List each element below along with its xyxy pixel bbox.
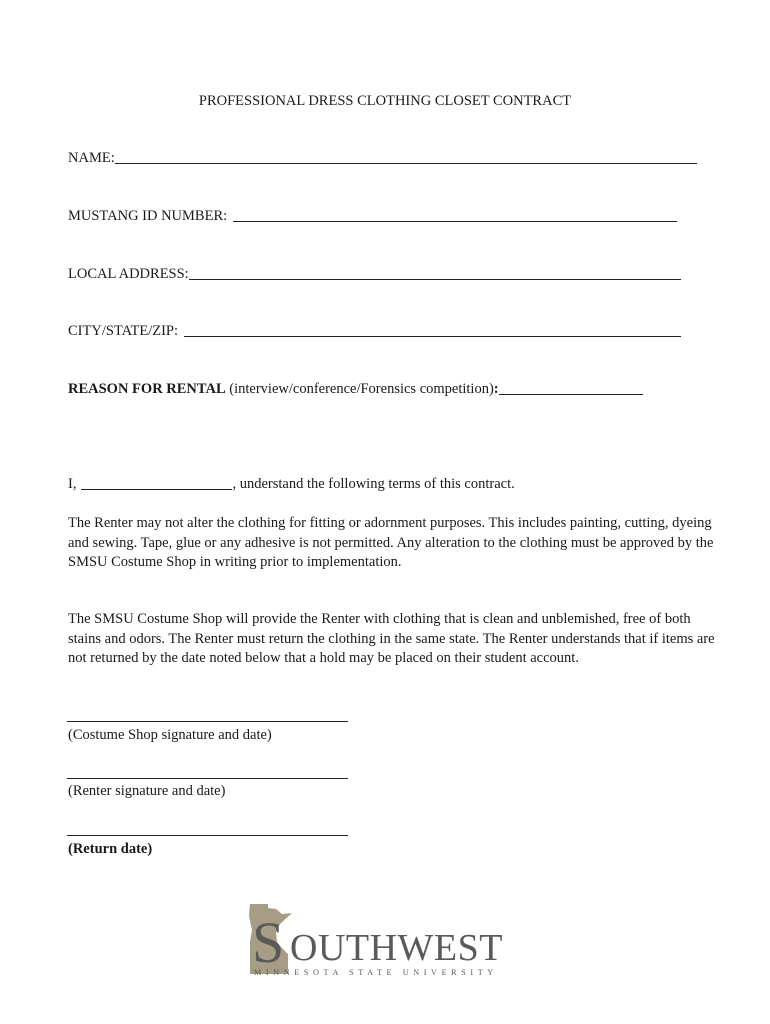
mustang-id-blank[interactable]: [233, 220, 677, 222]
local-address-blank[interactable]: [189, 278, 681, 280]
southwest-logo: [246, 902, 506, 982]
name-label: NAME:: [68, 150, 115, 166]
city-state-zip-field[interactable]: [68, 323, 681, 340]
mustang-id-label: MUSTANG ID NUMBER:: [68, 208, 228, 224]
reason-label: REASON FOR RENTAL: [68, 381, 226, 397]
reason-options: (interview/conference/Forensics competition): [225, 381, 494, 397]
name-field[interactable]: [68, 150, 697, 167]
renter-name-blank[interactable]: [81, 488, 232, 490]
agreement-suffix: , understand the following terms of this contract.: [232, 476, 515, 492]
renter-signature-line[interactable]: [67, 778, 348, 779]
page-title: PROFESSIONAL DRESS CLOTHING CLOSET CONTRACT: [198, 93, 572, 109]
renter-signature-label: (Renter signature and date): [68, 783, 226, 799]
reason-colon: :: [493, 381, 499, 397]
mustang-id-field[interactable]: [68, 208, 677, 225]
reason-field[interactable]: [68, 381, 643, 398]
local-address-field[interactable]: [68, 266, 681, 283]
terms-paragraph-2: The SMSU Costume Shop will provide the Renter with clothing that is clean and unblemished, free of both stains and odors. The Renter must return the clothing in the same state. The Renter understands that if items are not returned by the date noted below that a hold may be placed on their student account.: [68, 611, 715, 666]
city-state-zip-label: CITY/STATE/ZIP:: [68, 323, 179, 339]
local-address-label: LOCAL ADDRESS:: [68, 266, 189, 282]
agreement-prefix: I,: [68, 476, 77, 492]
city-state-zip-blank[interactable]: [184, 335, 681, 337]
logo-subtitle: MINNESOTA STATE UNIVERSITY: [254, 968, 498, 977]
costume-shop-signature-label: (Costume Shop signature and date): [68, 727, 272, 743]
name-blank[interactable]: [115, 162, 697, 164]
costume-shop-signature-line[interactable]: [67, 721, 348, 722]
return-date-label: (Return date): [68, 841, 153, 857]
reason-blank[interactable]: [499, 393, 643, 395]
agreement-line: [68, 476, 515, 493]
terms-paragraph-1: The Renter may not alter the clothing for fitting or adornment purposes. This includes painting, cutting, dyeing and sewing. Tape, glue or any adhesive is not permitted. Any alteration to the clothing must be approved by the SMSU Costume Shop in writing prior to implementation.: [68, 515, 714, 570]
logo-wordmark: OUTHWEST: [290, 927, 503, 969]
return-date-line[interactable]: [67, 835, 348, 836]
logo-big-letter: S: [252, 910, 285, 975]
